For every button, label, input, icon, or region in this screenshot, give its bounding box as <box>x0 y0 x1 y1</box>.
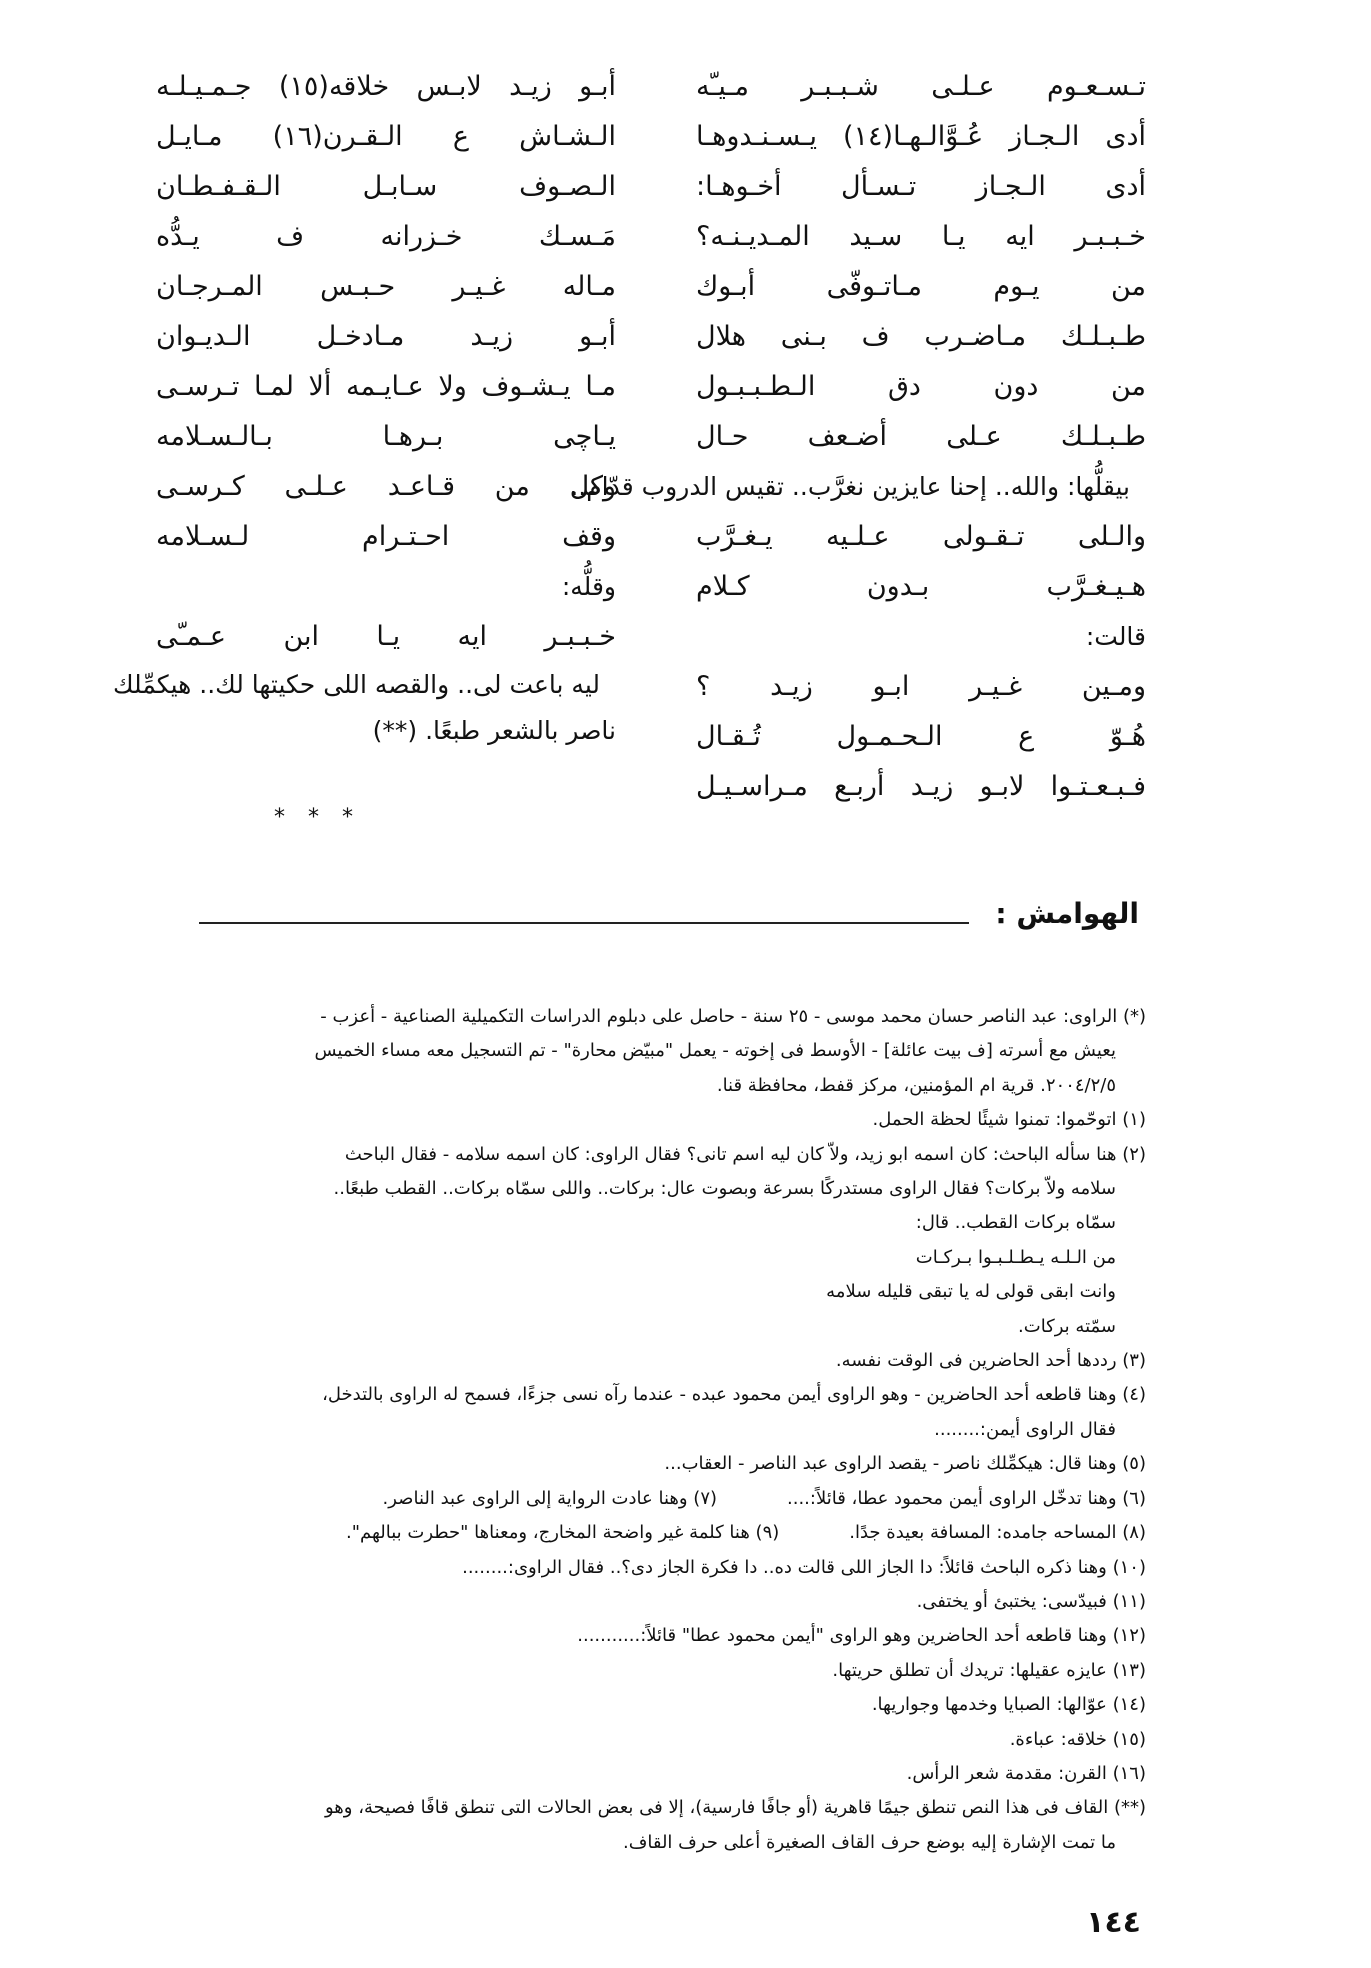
verse-line: أبـو زيـد مـادخـل الـديـوان <box>156 321 616 352</box>
verse-line: مَـسـك خـزرانه ف يـدُّه <box>156 221 616 252</box>
verse-line: طـبـلـك مـاضـرب ف بـنى هلال <box>696 321 1146 352</box>
footnote: (٤) وهنا قاطعه أحد الحاضرين - وهو الراوى أيمن محمود عبده - عندما رآه نسى جزءًا، فسمح له الراوى بالتدخل، <box>322 1384 1146 1406</box>
verse-line: وكل من قـاعـد عـلـى كـرسـى <box>156 471 616 502</box>
verse-line: من يـوم مـاتـوفّى أبـوك <box>696 271 1146 302</box>
footnote: (**) القاف فى هذا النص تنطق جيمًا قاهرية (أو جافًا فارسية)، إلا فى بعض الحالات التى تنطق قافًا فصيحة، وهو <box>325 1797 1146 1819</box>
footnote-continuation: ٢٠٠٤/٢/٥. قرية ام المؤمنين، مركز قفط، محافظة قنا. <box>716 1074 1116 1096</box>
footnote: (٢) هنا سأله الباحث: كان اسمه ابو زيد، ولاّ كان ليه اسم تانى؟ فقال الراوى: كان اسمه سلامه - فقال الباحث <box>344 1143 1146 1165</box>
footnote: (٥) وهنا قال: هيكمِّلك ناصر - يقصد الراوى عبد الناصر - العقاب... <box>664 1453 1146 1475</box>
footnote-verse: وانت ابقى قولى له يا تبقى قليله سلامه <box>826 1281 1116 1303</box>
verse-line: هُـوّ ع الـحـمـول تُـقـال <box>696 721 1146 752</box>
prose-line: ليه باعت لى.. والقصه اللى حكيتها لك.. هيكمِّلك <box>112 670 600 699</box>
prose-line: ناصر بالشعر طبعًا. (**) <box>372 716 616 745</box>
footnotes-rule <box>199 922 969 924</box>
verse-line: يـاچى بـرهـا بـالـسـلامه <box>156 421 616 452</box>
verse-line: أدى الـجـاز عُـوَّالـهـا(١٤) يـسـنـدوهـا <box>696 121 1146 152</box>
footnote: (١٤) عوّالها: الصبايا وخدمها وجواريها. <box>871 1694 1146 1716</box>
verse-line: خـبـبـر ايه يـا ابن عـمـّى <box>156 621 616 652</box>
footnote-continuation: سلامه ولاّ بركات؟ فقال الراوى مستدركًا بسرعة وبصوت عال: بركات.. واللى سمّاه بركات.. القطب طبعًا.. <box>333 1178 1116 1200</box>
page-number: ١٤٤ <box>1086 1905 1141 1940</box>
footnote-continuation: سمّته بركات. <box>1018 1315 1116 1337</box>
verse-line: الـصـوف سـابـل الـقـفـطـان <box>156 171 616 202</box>
footnote: (٣) رددها أحد الحاضرين فى الوقت نفسه. <box>835 1350 1146 1372</box>
verse-line: أدى الـجـاز تـسـأل أخـوهـا: <box>696 171 1146 202</box>
verse-line: ومـين غـيـر ابـو زيـد ؟ <box>696 671 1146 702</box>
poem-left-column <box>112 62 616 754</box>
footnote: (٧) وهنا عادت الرواية إلى الراوى عبد الناصر. <box>382 1487 718 1509</box>
footnote: (١٥) خلاقه: عباءة. <box>1009 1728 1146 1750</box>
verse-line: فـبـعـتـوا لابـو زيـد أربـع مـراسـيـل <box>696 771 1146 802</box>
footnote: (*) الراوى: عبد الناصر حسان محمد موسى - ٢٥ سنة - حاصل على دبلوم الدراسات التكميلية الصناعية - أعزب - <box>320 1006 1146 1027</box>
footnote: (١٦) القرن: مقدمة شعر الرأس. <box>906 1762 1146 1784</box>
speaker-cue: وقلُّه: <box>561 572 616 601</box>
footnote-verse: من الـلـه يـطـلـبـوا بـركـات <box>915 1246 1116 1268</box>
verse-line: وقف احـتـرام لـسـلامه <box>156 521 616 552</box>
verse-line: طـبـلـك عـلى أضـعف حـال <box>696 421 1146 452</box>
footnote-continuation: سمّاه بركات القطب.. قال: <box>915 1212 1116 1234</box>
prose-line: بيقلُّها: والله.. إحنا عايزين نغرَّب.. تقيس الدروب قدّام.. <box>570 472 1130 501</box>
footnote-continuation: يعيش مع أسرته [ف بيت عائلة] - الأوسط فى إخوته - يعمل "مبيّض محارة" - تم التسجيل معه مساء الخميس <box>314 1040 1116 1062</box>
footnote-continuation: فقال الراوى أيمن:........ <box>934 1418 1116 1440</box>
footnotes-list <box>186 1000 1146 1860</box>
footnote: (٦) وهنا تدخّل الراوى أيمن محمود عطا، قائلاً:.... <box>787 1487 1146 1509</box>
footnotes-title: الهوامش : <box>995 897 1139 930</box>
verse-line: مـاله غـيـر حـبـس المـرجـان <box>156 271 616 302</box>
verse-line: تـسـعـوم عـلـى شـبـبـر مـيـّه <box>696 71 1146 102</box>
footnotes-header <box>199 892 1139 936</box>
footnote-pair <box>186 1482 1146 1516</box>
verse-line: أبـو زيـد لابـس خلاقه(١٥) جـمـيـلـه <box>156 71 616 102</box>
verse-line: والـلى تـقـولى عـلـيه يـغـرَّب <box>696 521 1146 552</box>
footnote: (١٢) وهنا قاطعه أحد الحاضرين وهو الراوى "أيمن محمود عطا" قائلاً:........... <box>577 1625 1146 1647</box>
footnote: (٩) هنا كلمة غير واضحة المخارج، ومعناها "حطرت ببالهم". <box>345 1522 780 1544</box>
verse-line: هـيـغـرَّب بـدون كـلام <box>696 571 1146 602</box>
verse-line: الـشـاش ع الـقـرن(١٦) مـايـل <box>156 121 616 152</box>
verse-line: من دون دق الـطـبـبـول <box>696 371 1146 402</box>
footnote: (٨) المساحه جامده: المسافة بعيدة جدًا. <box>849 1522 1146 1544</box>
footnote-continuation: ما تمت الإشارة إليه بوضع حرف القاف الصغيرة أعلى حرف القاف. <box>622 1831 1116 1853</box>
footnote: (١) اتوحّموا: تمنوا شيئًا لحظة الحمل. <box>872 1109 1146 1131</box>
footnote: (١٣) عايزه عقيلها: تريدك أن تطلق حريتها. <box>832 1659 1146 1681</box>
section-separator: * * * <box>274 805 361 830</box>
footnote: (١١) فبيدّسى: يختبئ أو يختفى. <box>916 1590 1146 1612</box>
verse-line: خـبـبـر ايه يـا سـيد المـديـنـه؟ <box>696 221 1146 252</box>
speaker-cue: قالت: <box>1085 622 1146 651</box>
verse-line: مـا يـشـوف ولا عـايـمه ألا لمـا تـرسـى <box>156 371 616 402</box>
footnote-pair <box>186 1516 1146 1550</box>
footnote: (١٠) وهنا ذكره الباحث قائلاً: دا الجاز اللى قالت ده.. دا فكرة الجاز دى؟.. فقال الراوى:........ <box>462 1556 1146 1578</box>
